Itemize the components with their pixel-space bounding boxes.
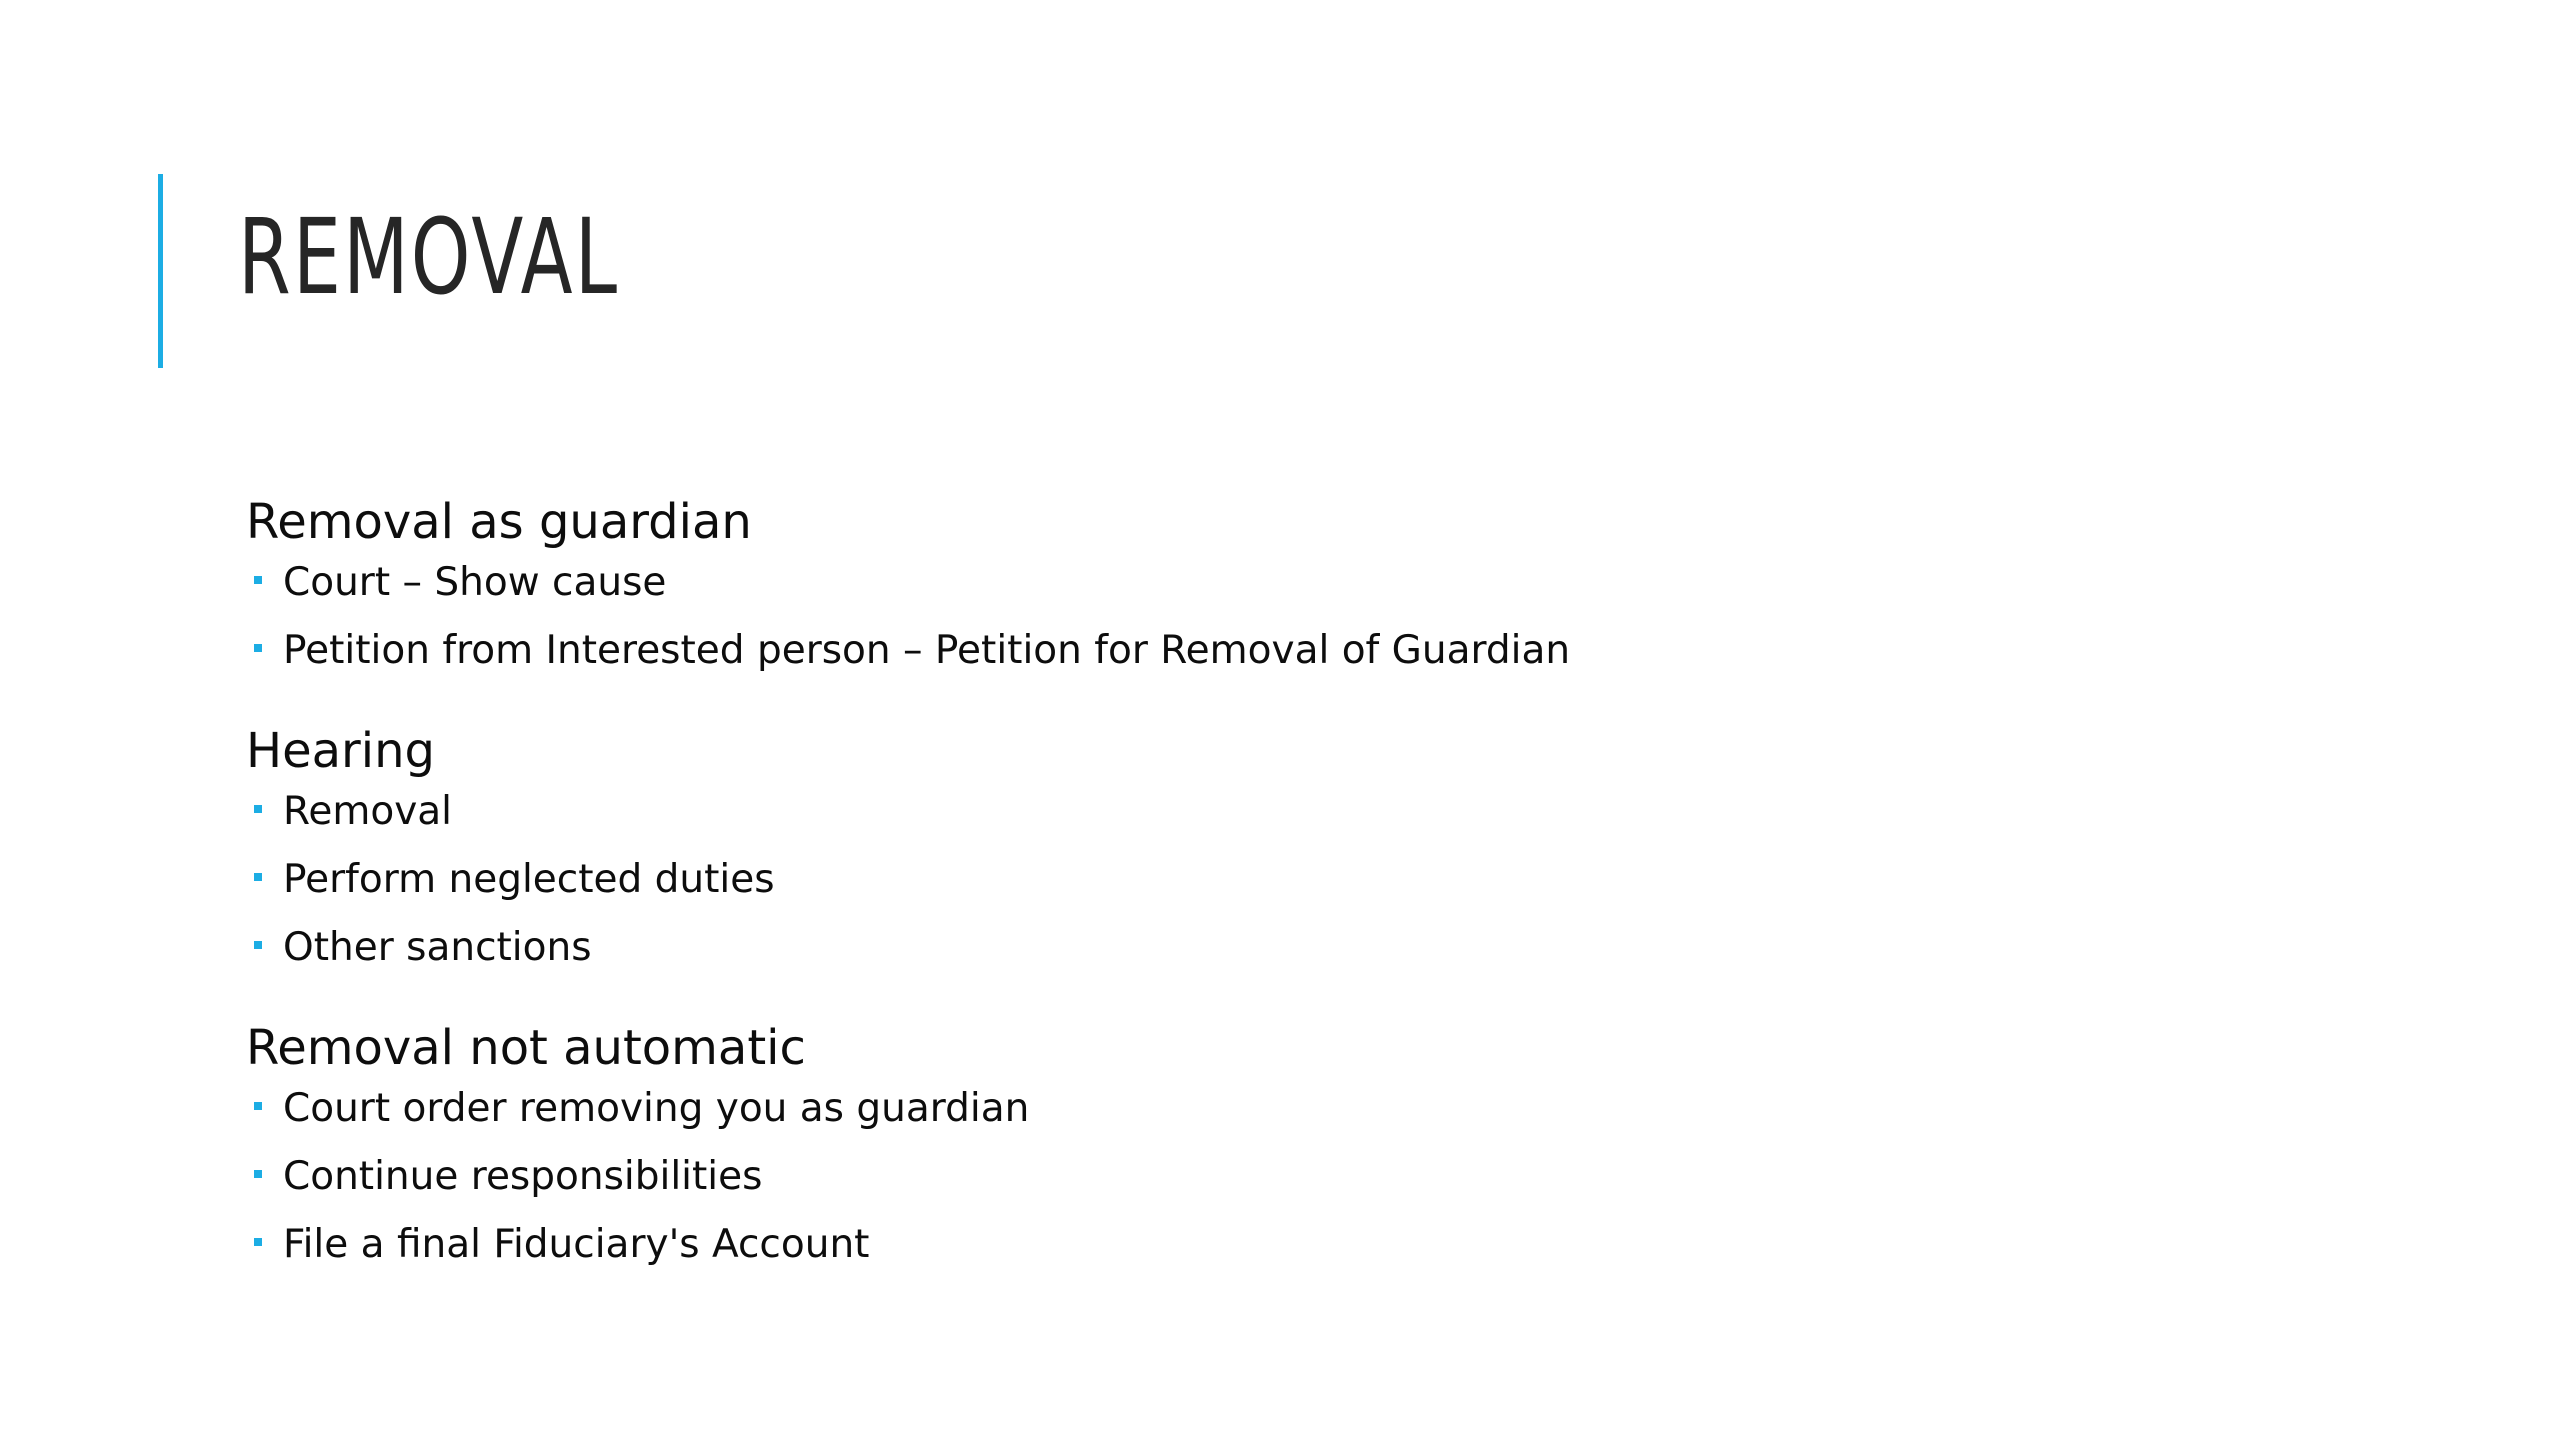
bullet-text: File a final Fiduciary's Account [283,1222,870,1267]
bullet-list [246,559,2346,675]
bullet-item [246,1221,2346,1269]
bullet-item [246,1085,2346,1133]
square-bullet-icon [254,1238,262,1246]
section-hearing [246,719,2346,972]
bullet-list [246,1085,2346,1269]
bullet-text: Other sanctions [283,925,592,970]
square-bullet-icon [254,873,262,881]
slide-content [246,490,2346,1269]
bullet-text: Court – Show cause [283,560,667,605]
bullet-item [246,856,2346,904]
bullet-text: Removal [283,789,453,834]
slide-title: REMOVAL [238,196,620,318]
section-heading: Removal as guardian [246,494,752,550]
bullet-item [246,924,2346,972]
square-bullet-icon [254,644,262,652]
bullet-text: Perform neglected duties [283,857,775,902]
section-heading: Hearing [246,723,435,779]
bullet-text: Continue responsibilities [283,1154,763,1199]
bullet-list [246,788,2346,972]
bullet-item [246,559,2346,607]
square-bullet-icon [254,805,262,813]
section-removal-as-guardian [246,490,2346,675]
bullet-item [246,627,2346,675]
bullet-text: Petition from Interested person – Petition for Removal of Guardian [283,628,1571,673]
title-accent-bar [158,174,163,368]
section-heading: Removal not automatic [246,1020,806,1076]
square-bullet-icon [254,576,262,584]
section-removal-not-automatic [246,1016,2346,1269]
bullet-text: Court order removing you as guardian [283,1086,1030,1131]
square-bullet-icon [254,1102,262,1110]
bullet-item [246,1153,2346,1201]
bullet-item [246,788,2346,836]
square-bullet-icon [254,941,262,949]
square-bullet-icon [254,1170,262,1178]
